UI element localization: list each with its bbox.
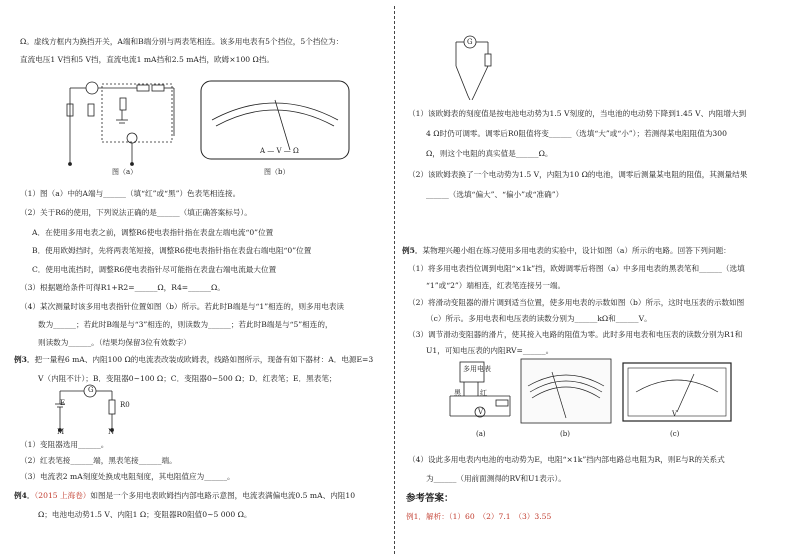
example-label: 例3． [14,355,35,364]
figure-a-caption: 图（a） [112,168,138,176]
circuit-figure-a [62,70,180,170]
column-divider [394,6,395,554]
label-G: G [467,38,473,46]
text-line: （c）所示。多用电表和电压表的读数分别为______kΩ和______V。 [426,314,652,323]
figure-c-caption: (c) [670,430,680,438]
text-line: 则读数为______。（结果均保留3位有效数字） [38,338,191,347]
example-5 [402,246,731,256]
label-E: E [60,399,66,407]
question-4: （4）某次测量时该多用电表指针位置如图（b）所示。若此时B端是与“1”相连的，则多用电表读 [20,302,345,311]
ex5-meter-figure-b [520,358,612,424]
exam-source: （2015 上海卷） [34,491,91,500]
red-lead-label: 红 [480,389,487,397]
text-line: 为______（用前面测得的RV和U1表示）。 [426,474,566,483]
right-column [400,0,794,560]
q-2: （2）该欧姆表换了一个电动势为1.5 V，内阻为10 Ω的电池，调零后测量某电阻的阻值，其测量结果 [408,170,748,179]
option-b: B．使用欧姆挡时，先将两表笔短接，调整R6使电表指针指在表盘右端电阻“0”位置 [32,246,312,255]
label-N: N [108,428,115,436]
option-a: A．在使用多用电表之前，调整R6使电表指针指在表盘左端电流“0”位置 [32,228,274,237]
question-1: （1）图（a）中的A端与______（填“红”或“黑”）色表笔相连接。 [20,189,241,198]
example-3 [14,355,373,365]
example-label: 例4． [14,491,35,500]
text-line: “1”或“2”）端相连，红表笔连接另一端。 [426,281,566,290]
option-c: C．使用电流挡时，调整R6使电表指针尽可能指在表盘右端电流最大位置 [32,265,277,274]
text-line: 如图是一个多用电表欧姆挡内部电路示意图，电流表满偏电流0.5 mA、内阻10 [90,491,356,500]
text-line: 某物理兴趣小组在练习使用多用电表的实验中，设计如图（a）所示的电路。回答下列问题： [422,246,731,255]
figure-b-caption: 图（b） [264,168,290,176]
label-R0: R0 [120,401,130,409]
ex3-question-2: （2）红表笔接______端，黑表笔接______端。 [20,456,177,465]
left-column [0,0,390,560]
probe-circuit-figure [448,30,498,100]
question-3: （3）根据题给条件可得R1+R2=______Ω，R4=______Ω。 [20,283,225,292]
label-G: G [88,386,94,394]
ex5-q-4: （4）设此多用电表内电池的电动势为E，电阻“×1k”挡内部电路总电阻为R，则E与R的关系式 [408,455,725,464]
answers-title: 参考答案： [406,493,454,504]
figure-b-caption: (b) [560,430,570,438]
text-line: U1，可知电压表的内阻RV=______。 [426,346,554,355]
ex5-q-1: （1）将多用电表挡位调到电阻“×1k”挡，欧姆调零后将图（a）中多用电表的黑表笔和______（选填 [408,264,745,273]
ex3-question-1: （1）变阻器选用______。 [20,440,109,449]
text-line: 把一量程6 mA、内阻100 Ω的电流表改装成欧姆表，线路如图所示，现备有如下器材：A．电源E=3 [34,355,374,364]
figure-a-caption: (a) [476,430,486,438]
answer-line: 例1．解析：（1）60 （2）7.1 （3）3.55 [406,512,552,521]
text-line: 数为______；若此时B端是与“3”相连的，则读数为______；若此时B端是与“5”相连的， [38,320,333,329]
question-2: （2）关于R6的使用，下列说法正确的是______（填正确答案标号）。 [20,208,252,217]
ex5-q-3: （3）调节滑动变阻器的滑片，使其接入电路的阻值为零。此时多用电表和电压表的读数分别为R1和 [408,330,743,339]
label-M: M [57,428,65,436]
meter-b-label: A — V — Ω [260,147,299,155]
text-line: ______（选填“偏大”、“偏小”或“准确”） [426,190,564,199]
volt-unit: V [672,410,678,418]
black-lead-label: 黑 [454,389,461,397]
text-line: 4 Ω时仍可调零。调零后R0阻值将变______（选填“大”或“小”）；若测得某电阻阻值为300 [426,129,727,138]
example-label: 例5． [402,246,423,255]
text-line: Ω；电池电动势1.5 V、内阻1 Ω；变阻器R0阻值0~5 000 Ω。 [38,510,252,519]
text-line: Ω。虚线方框内为换挡开关，A端和B端分别与两表笔相连。该多用电表有5个挡位，5个挡位为： [20,37,344,46]
ex3-question-3: （3）电流表2 mA刻度处换成电阻刻度，其电阻值应为______。 [20,472,235,481]
example-4 [14,491,355,501]
ex5-q-2: （2）将滑动变阻器的滑片调到适当位置，使多用电表的示数如图（b）所示，这时电压表的示数如图 [408,298,745,307]
text-line: V（内阻不计）；B．变阻器0~100 Ω；C．变阻器0~500 Ω；D．红表笔；E．黑表笔； [38,374,337,383]
q-1: （1）该欧姆表的刻度值是按电池电动势为1.5 V刻度的，当电池的电动势下降到1.45 V、内阻增大到 [408,109,747,118]
text-line: Ω，则这个电阻的真实值是______Ω。 [426,149,553,158]
text-line: 直流电压1 V挡和5 V挡，直流电流1 mA挡和2.5 mA挡，欧姆×100 Ω挡。 [20,55,275,64]
voltmeter-V: V [478,408,484,416]
multimeter-label: 多用电表 [463,365,491,373]
